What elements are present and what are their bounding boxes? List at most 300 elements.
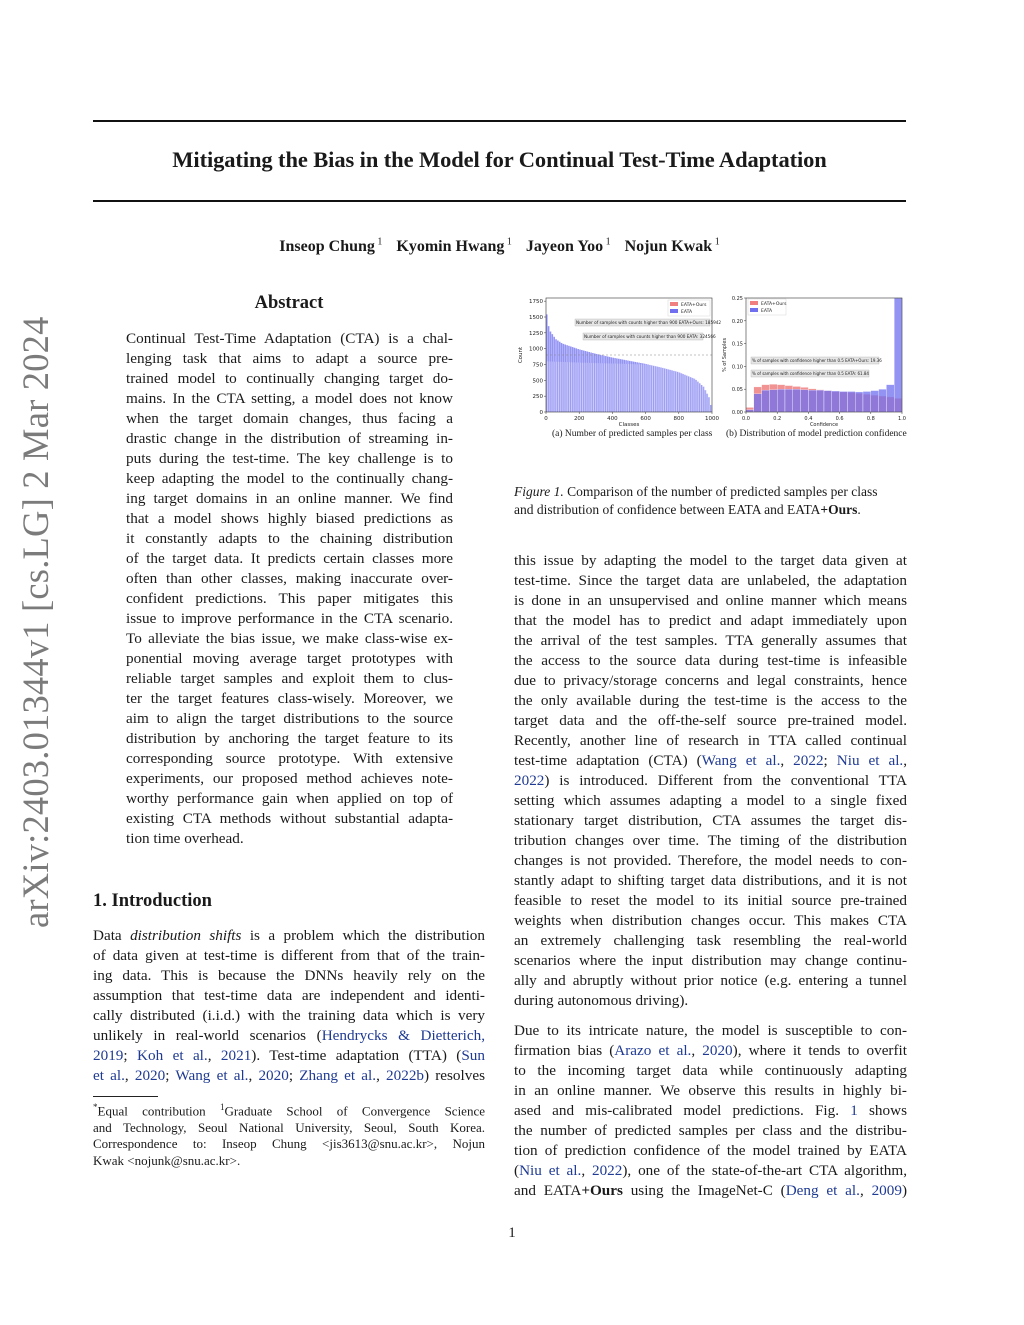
text-line <box>514 851 907 871</box>
text-span: tion of prediction confidence of the model trained by EATA <box>514 1142 907 1159</box>
y-tick-label: 1750 <box>529 299 543 306</box>
bar-ours <box>587 363 588 412</box>
bar-ours <box>702 367 703 412</box>
text-span: Recently, another line of research in TTA called continual <box>514 732 907 749</box>
abstract-line: tion time overhead. <box>126 830 244 847</box>
bar-ours <box>589 363 590 412</box>
bar-ours <box>556 362 557 412</box>
legend-swatch-ours <box>670 302 678 306</box>
author-name: Inseop Chung $^1$ <box>279 237 383 256</box>
author-affiliation-mark: 1 <box>712 237 720 248</box>
text-line <box>514 1081 907 1101</box>
text-span: ; <box>123 1047 138 1064</box>
bar-ours <box>672 366 673 412</box>
text-span: the number of predicted samples per class and the distribu- <box>514 1122 907 1139</box>
text-line <box>514 1121 907 1141</box>
text-line <box>514 811 907 831</box>
x-tick-label: 0.6 <box>835 416 844 422</box>
bar-ours <box>661 365 662 412</box>
bar-eata <box>769 390 777 412</box>
bar-ours <box>567 362 568 412</box>
abstract-line: drastic change in the distribution of streaming in- <box>126 430 453 447</box>
x-axis-label: Classes <box>618 422 640 428</box>
bar-ours <box>665 365 666 412</box>
text-line <box>93 1066 485 1086</box>
abstract-line: mains. In the CTA setting, a model does not know <box>126 390 453 407</box>
citation-link[interactable]: 2020 <box>258 1067 289 1084</box>
text-span: ( <box>514 1162 520 1179</box>
text-span: using the ImageNet-C ( <box>622 1182 786 1199</box>
text-span: this issue by adapting the model to the target data given at <box>514 552 907 569</box>
y-axis-label: Count <box>518 346 524 364</box>
text-span: tribution changes over time. The timing of the distribution <box>514 832 907 849</box>
caption-line <box>514 501 907 519</box>
text-span: unlikely in real-world scenarios ( <box>93 1027 322 1044</box>
text-span: that the model has to predict and adapt immediately upon <box>514 612 907 629</box>
bar-ours <box>582 363 583 412</box>
bar-ours <box>554 362 555 412</box>
text-line <box>93 1099 485 1120</box>
abstract-line: puts during the test-time. The key challenge is to <box>126 450 453 467</box>
text-span: ing data. This is because the DNNs heavily rely on the <box>93 967 485 984</box>
text-span: Due to its intricate nature, the model is susceptible to con- <box>514 1022 907 1039</box>
bar-ours <box>654 365 655 412</box>
abstract-line: ter the target features class-wisely. Moreover, we <box>126 690 453 707</box>
bar-ours <box>685 366 686 412</box>
text-line <box>514 571 907 591</box>
y-tick-label: 250 <box>532 394 543 401</box>
bar-ours <box>667 365 668 412</box>
bar-ours <box>622 364 623 412</box>
y-tick-label: 0.10 <box>731 364 743 371</box>
bar-eata <box>762 390 770 412</box>
bar-ours <box>645 364 646 412</box>
citation-link[interactable]: Niu et al. <box>519 1162 582 1179</box>
text-span: changes is not provided. Therefore, the model needs to con- <box>514 852 907 869</box>
citation-link[interactable]: Zhang et al. <box>299 1067 377 1084</box>
text-span: setting which assumes adapting a model to a single fixed <box>514 792 907 809</box>
citation-link[interactable]: 2022b <box>386 1067 424 1084</box>
text-span: feasible to reset the model to its initial source pre-trained <box>514 892 907 909</box>
text-line <box>93 1046 485 1066</box>
bar-ours <box>676 366 677 412</box>
bar-ours <box>598 363 599 412</box>
bar-ours <box>593 363 594 412</box>
text-line <box>514 1041 907 1061</box>
bar-ours <box>558 362 559 412</box>
text-line <box>514 1101 907 1121</box>
y-tick-label: 0.05 <box>731 387 743 394</box>
y-tick-label: 1250 <box>529 330 543 337</box>
abstract-line: confident predictions. This paper mitigates this <box>126 590 453 607</box>
abstract-line: To alleviate the bias issue, we make class-wise ex- <box>126 630 453 647</box>
bar-ours <box>704 367 705 412</box>
bar-ours <box>604 363 605 412</box>
bar-ours <box>600 363 601 412</box>
text-line <box>514 591 907 611</box>
text-span: ). Test-time adaptation (TTA) ( <box>251 1047 462 1064</box>
bar-eata <box>886 385 894 412</box>
text-line <box>514 691 907 711</box>
text-span: the only available during the test-time is the access to the <box>514 692 907 709</box>
intro-left-column <box>93 926 485 1086</box>
text-line <box>514 651 907 671</box>
bar-ours <box>696 367 697 412</box>
bar-eata <box>863 391 871 412</box>
text-span: assumption that test-time data are independent and identi- <box>93 987 485 1004</box>
text-span: test-time adaptation (CTA) ( <box>514 752 702 769</box>
footnote-rule <box>93 1096 158 1097</box>
text-span: , <box>780 752 794 769</box>
subcaption-b: (b) Distribution of model prediction confidence <box>726 429 907 439</box>
citation-link[interactable]: Wang et al. <box>701 752 781 769</box>
text-span: , <box>581 1162 592 1179</box>
caption-line <box>514 483 907 501</box>
text-line <box>514 1021 907 1041</box>
text-span: , <box>207 1047 221 1064</box>
bar-ours <box>694 367 695 412</box>
bar-ours <box>711 368 712 412</box>
text-line <box>93 1153 485 1170</box>
bar-ours <box>606 363 607 412</box>
x-tick-label: 400 <box>607 416 618 422</box>
bar-ours <box>615 364 616 412</box>
abstract-line: distribution by anchoring the target feature to its <box>126 730 453 747</box>
bar-ours <box>574 362 575 412</box>
text-span: , <box>124 1067 135 1084</box>
intro-right-column-2 <box>514 1021 907 1201</box>
text-span: test-time. Since the target data are unlabeled, the adaptation <box>514 572 907 589</box>
text-span: due to privacy/storage concerns and legal constraints, hence <box>514 672 907 689</box>
citation-link[interactable]: Deng et al. <box>785 1182 860 1199</box>
text-span: , <box>376 1067 387 1084</box>
author-name: Nojun Kwak $^1$ <box>624 237 720 256</box>
author-name: Jayeon Yoo $^1$ <box>525 237 611 256</box>
bar-ours <box>656 365 657 412</box>
text-span: in an online manner. We observe this results in highly bi- <box>514 1082 907 1099</box>
citation-link[interactable]: 2009 <box>871 1182 902 1199</box>
chart-confidence-distribution <box>724 292 904 428</box>
text-span: ; <box>165 1067 176 1084</box>
text-line <box>514 611 907 631</box>
legend-label: EATA+Ours <box>761 302 787 307</box>
bar-ours <box>670 365 671 412</box>
bar-eata <box>879 389 887 412</box>
text-line <box>514 551 907 571</box>
text-span: is a problem which the distribution <box>241 927 485 944</box>
bar-eata <box>894 298 902 412</box>
bar-ours <box>597 363 598 412</box>
text-line <box>514 1141 907 1161</box>
text-span: ) resolves <box>424 1067 485 1084</box>
citation-link[interactable]: 2022 <box>514 772 545 789</box>
abstract-line: ing target domains in an online manner. We find <box>126 490 453 507</box>
x-tick-label: 1000 <box>705 416 719 422</box>
bar-ours <box>576 362 577 412</box>
text-line <box>514 991 907 1011</box>
bar-eata <box>785 389 793 412</box>
bar-ours <box>571 362 572 412</box>
bar-eata <box>793 389 801 412</box>
bar-ours <box>586 363 587 412</box>
bar-ours <box>693 367 694 412</box>
bar-ours <box>650 365 651 412</box>
bar-ours <box>552 362 553 412</box>
citation-link[interactable]: et al. <box>93 1067 125 1084</box>
bar-ours <box>678 366 679 412</box>
text-span: ) is introduced. Different from the conventional TTA <box>544 772 907 789</box>
bar-ours <box>634 364 635 412</box>
legend-swatch-eata <box>670 309 678 313</box>
bar-ours <box>635 364 636 412</box>
author-affiliation-mark: 1 <box>504 237 512 248</box>
text-span: Equal contribution <box>97 1103 220 1119</box>
bar-ours <box>624 364 625 412</box>
author-affiliation-mark: 1 <box>603 237 611 248</box>
abstract-line: often than other classes, making inaccurate over- <box>126 570 453 587</box>
bar-ours <box>626 364 627 412</box>
y-tick-label: 750 <box>532 362 543 369</box>
citation-link[interactable]: 2022 <box>793 752 824 769</box>
text-line <box>514 1181 907 1201</box>
text-span: ; <box>823 752 837 769</box>
bar-ours <box>687 366 688 412</box>
text-span: ally and abruptly without prior notice (e.g. entering a tunnel <box>514 972 907 989</box>
text-span: weights when distribution changes occur. This makes CTA <box>514 912 907 929</box>
citation-link[interactable]: Wang et al. <box>175 1067 249 1084</box>
abstract-line: corresponding source prototype. With extensive <box>126 750 453 767</box>
y-tick-label: 0.25 <box>731 296 743 302</box>
abstract-body <box>126 329 453 849</box>
annotation-text: Number of samples with counts higher than 900 EATA+Ours: 185942 <box>576 320 722 325</box>
bar-ours <box>551 362 552 412</box>
text-span: distribution shifts <box>130 927 242 944</box>
text-span: Correspondence to: Inseop Chung <jis3613@snu.ac.kr>, Nojun <box>93 1136 485 1152</box>
bar-ours <box>565 362 566 412</box>
caption-label: Figure 1. <box>514 484 564 499</box>
annotation-text: Number of samples with counts higher than 900 EATA: 324566 <box>584 334 716 339</box>
text-span: and EATA <box>514 1182 582 1199</box>
arxiv-stamp: arXiv:2403.01344v1 [cs.LG] 2 Mar 2024 <box>15 316 56 928</box>
text-span: +Ours <box>581 1182 623 1199</box>
author-name: Kyomin Hwang $^1$ <box>396 237 512 256</box>
text-span: ased and mis-calibrated model predictions. Fig. <box>514 1102 851 1119</box>
abstract-line: Continual Test-Time Adaptation (CTA) is a chal- <box>126 330 453 347</box>
bar-ours <box>608 363 609 412</box>
text-span: , <box>903 752 908 769</box>
text-span: 1 <box>219 1102 225 1112</box>
title-bottom-rule <box>93 200 906 202</box>
y-tick-label: 0.20 <box>731 318 743 325</box>
citation-link[interactable]: 2020 <box>702 1042 733 1059</box>
bar-eata <box>832 391 840 412</box>
text-span: shows <box>857 1102 907 1119</box>
bar-eata <box>754 394 762 412</box>
figure-caption <box>514 483 907 519</box>
y-tick-label: 1000 <box>529 346 543 353</box>
abstract-line: aim to align the target distributions to the source <box>126 710 453 727</box>
caption-text: Comparison of the number of predicted samples per class <box>563 484 878 499</box>
bar-ours <box>562 362 563 412</box>
text-span: Kwak <nojunk@snu.ac.kr>. <box>93 1152 241 1168</box>
bar-ours <box>595 363 596 412</box>
text-line <box>514 1061 907 1081</box>
y-tick-label: 500 <box>532 378 543 385</box>
text-span: , <box>691 1042 703 1059</box>
y-tick-label: 0.15 <box>731 341 743 348</box>
legend-label: EATA+Ours <box>681 303 707 308</box>
bar-ours <box>632 364 633 412</box>
x-tick-label: 200 <box>573 416 585 422</box>
text-span: during autonomous driving). <box>514 992 689 1009</box>
abstract-line: when the target domain changes, thus facing a <box>126 410 453 427</box>
abstract-line: trained model to continually changing target do- <box>126 370 453 387</box>
bar-ours <box>549 361 550 412</box>
abstract-line: existing CTA methods without substantial adapta- <box>126 810 453 827</box>
caption-text: +Ours <box>820 502 858 517</box>
text-span: target data and the off-the-self source pre-trained model. <box>514 712 907 729</box>
bar-eata <box>855 392 863 412</box>
bar-ours <box>657 365 658 412</box>
y-tick-label: 0.00 <box>731 410 743 416</box>
bar-ours <box>573 362 574 412</box>
citation-link[interactable]: Koh et al. <box>137 1047 208 1064</box>
bar-ours <box>646 365 647 412</box>
bar-ours <box>639 364 640 412</box>
bar-ours <box>709 368 710 412</box>
text-line <box>93 1136 485 1153</box>
text-line <box>93 946 485 966</box>
citation-link[interactable]: 1 <box>850 1102 858 1119</box>
text-span: ), where it tends to overfit <box>732 1042 907 1059</box>
bar-ours <box>648 365 649 412</box>
text-line <box>514 911 907 931</box>
x-tick-label: 0.2 <box>773 416 782 422</box>
x-tick-label: 0.4 <box>804 416 813 422</box>
abstract-line: of the target data. It predicts certain classes more <box>126 550 453 567</box>
bar-ours <box>580 363 581 412</box>
bar-ours <box>674 366 675 412</box>
abstract-line: experiments, our proposed method achieves note- <box>126 770 453 787</box>
bar-ours <box>707 367 708 412</box>
bar-eata <box>746 410 754 412</box>
bar-ours <box>630 364 631 412</box>
legend-label: EATA <box>761 309 773 314</box>
caption-text: . <box>857 502 861 517</box>
bar-ours <box>621 364 622 412</box>
x-axis-label: Confidence <box>809 422 839 428</box>
text-span: ), one of the state-of-the-art CTA algorithm, <box>622 1162 907 1179</box>
author-list <box>93 237 906 256</box>
text-line <box>93 1006 485 1026</box>
intro-heading: 1. Introduction <box>93 891 212 911</box>
citation-link[interactable]: Arazo et al. <box>614 1042 692 1059</box>
text-line <box>514 671 907 691</box>
bar-ours <box>547 361 548 412</box>
text-line <box>514 951 907 971</box>
bar-ours <box>560 362 561 412</box>
text-line <box>93 1120 485 1137</box>
abstract-line: lenging task that aims to adapt a source pre- <box>126 350 453 367</box>
bar-eata <box>824 391 832 412</box>
paper-title: Mitigating the Bias in the Model for Continual Test-Time Adaptation <box>172 147 827 172</box>
text-line <box>514 791 907 811</box>
legend-swatch-ours <box>750 301 758 305</box>
text-line <box>514 871 907 891</box>
text-span: an extremely challenging task resembling the real-world <box>514 932 907 949</box>
text-span: , <box>859 1182 872 1199</box>
text-span: of data given at test-time is different from that of the train- <box>93 947 485 964</box>
text-span: firmation bias ( <box>514 1042 615 1059</box>
bar-ours <box>563 362 564 412</box>
top-rule <box>93 120 906 122</box>
text-span: ; <box>288 1067 300 1084</box>
bar-eata <box>808 390 816 412</box>
bar-ours <box>591 363 592 412</box>
citation-link[interactable]: Niu et al. <box>836 752 904 769</box>
citation-link[interactable]: 2021 <box>220 1047 252 1064</box>
citation-link[interactable]: Sun <box>461 1047 485 1064</box>
bar-ours <box>683 366 684 412</box>
x-tick-label: 0 <box>544 416 548 422</box>
bar-ours <box>617 364 618 412</box>
author-affiliation-mark: 1 <box>374 237 383 248</box>
text-line <box>514 831 907 851</box>
x-tick-label: 800 <box>673 416 685 422</box>
bar-ours <box>681 366 682 412</box>
text-line <box>93 926 485 946</box>
bar-ours <box>689 366 690 412</box>
bar-eata <box>801 390 809 412</box>
abstract-line: worthy performance gain when applied on top of <box>126 790 453 807</box>
citation-link[interactable]: 2022 <box>591 1162 623 1179</box>
text-line <box>514 751 907 771</box>
x-tick-label: 0.0 <box>742 416 750 422</box>
annotation-text: % of samples with confidence higher than 0.5 EATA+Ours: 19.36 <box>752 358 882 363</box>
bar-eata <box>871 391 879 412</box>
text-line <box>93 1026 485 1046</box>
bar-ours <box>641 364 642 412</box>
bar-ours <box>698 367 699 412</box>
bar-eata <box>777 389 785 412</box>
text-span: scenarios where the input distribution may change continu- <box>514 952 907 969</box>
x-tick-label: 0.8 <box>866 416 875 422</box>
text-span: the arrival of the test samples. TTA generally assumes that <box>514 632 907 649</box>
text-span: , <box>248 1067 259 1084</box>
citation-link[interactable]: 2019 <box>93 1047 124 1064</box>
text-line <box>514 731 907 751</box>
bar-ours <box>669 365 670 412</box>
text-line <box>514 1161 907 1181</box>
abstract-line: it constantly adapts to the chaining distribution <box>126 530 453 547</box>
page-number: 1 <box>508 1225 516 1241</box>
citation-link[interactable]: 2020 <box>134 1067 166 1084</box>
text-span: the access to the source data during test-time is infeasible <box>514 652 907 669</box>
bar-ours <box>602 363 603 412</box>
abstract-line: that a model shows highly biased predictions as <box>126 510 453 527</box>
legend-label: EATA <box>681 310 693 315</box>
bar-ours <box>659 365 660 412</box>
text-span: and Technology, Seoul National University, Seoul, South Korea. <box>93 1119 485 1135</box>
citation-link[interactable]: Hendrycks & Dietterich, <box>321 1027 485 1044</box>
annotation-text: % of samples with confidence higher than 0.5 EATA: 61.84 <box>752 371 869 376</box>
bar-eata <box>816 390 824 412</box>
y-tick-label: 0 <box>539 410 543 416</box>
text-line <box>514 971 907 991</box>
bar-ours <box>637 364 638 412</box>
abstract-line: reliable target samples and exploit them to clus- <box>126 670 453 687</box>
text-span: ) <box>901 1182 907 1199</box>
